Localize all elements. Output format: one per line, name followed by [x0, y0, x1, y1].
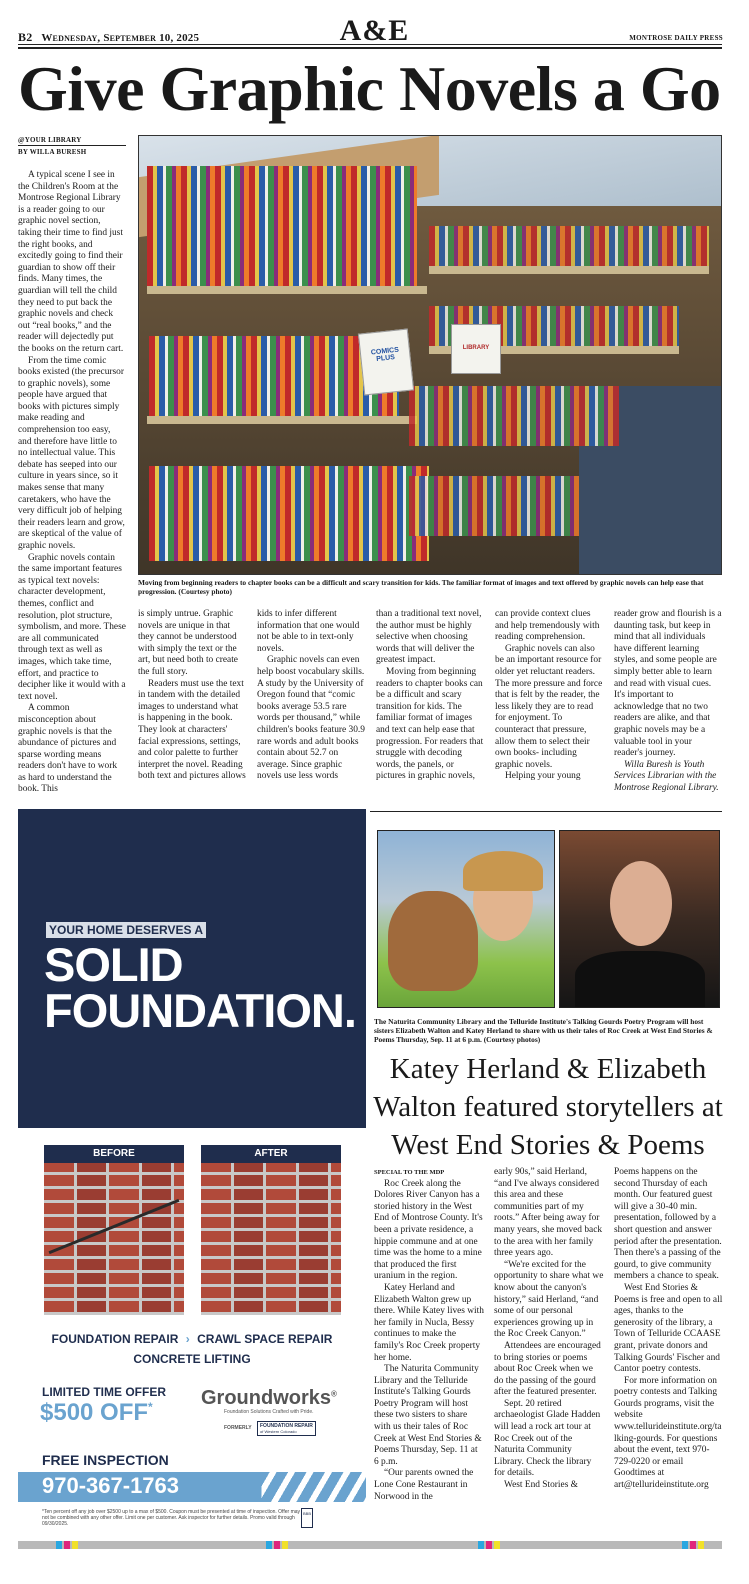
- story1-column-4: [376, 609, 484, 803]
- story2-headline: Katey Herland & Elizabeth Walton featured storytellers at West End Stories & Poems: [373, 1053, 723, 1161]
- story1-signoff: Willa Buresh is Youth Services Librarian with the Montrose Regional Library.: [614, 759, 719, 793]
- paragraph: Graphic novels can even help boost vocabulary skills. A study by the University of Oregon found that “comic books average 53.5 rare words per thousand,” while children's books feature 30.9 rare words and adult books contain about 52.7 on average. Since graphic novels use less words: [257, 655, 365, 782]
- print-registration-bar: [18, 1541, 722, 1549]
- magenta-swatch: [274, 1541, 280, 1549]
- yellow-swatch: [72, 1541, 78, 1549]
- story2-column-3: [614, 1167, 724, 1537]
- cyan-swatch: [478, 1541, 484, 1549]
- paragraph: Moving from beginning readers to chapter books can be a difficult and scary transition for kids. The familiar format of images and text can help ease that progression. For readers that struggle with decoding words, the panels, or pictures in graphic novels,: [376, 666, 484, 782]
- story1-column-2: [138, 609, 246, 803]
- story1-kicker: @YOUR LIBRARY: [18, 136, 82, 144]
- paragraph: The Naturita Community Library and the Telluride Institute's Talking Gourds Poetry Program will host these two sisters to share with us their tales of Roc Creek at West End Stories & Poems Thursday, Sep. 11 at 6 p.m.: [374, 1364, 482, 1467]
- paragraph: “We're excited for the opportunity to share what we know about the canyon's history,” said Herland, “and some of our personal experiences growing up in the Roc Creek Canyon.”: [494, 1259, 604, 1340]
- after-label: AFTER: [201, 1145, 341, 1163]
- library-sign: [451, 324, 501, 374]
- paragraph: kids to infer different information that one would not be able to in text-only novels.: [257, 609, 360, 654]
- before-photo: [44, 1145, 184, 1315]
- paragraph: Graphic novels contain the same important features as typical text novels: character development, themes, conflict and resolution, plot structure, symbolism, and more. These are all communicated through text as well as images, which take time, effort, and practice to decipher like it would with a text novel.: [18, 552, 126, 702]
- groundworks-logo-text: Groundworks: [201, 1387, 332, 1409]
- katey-herland-photo: [559, 830, 720, 1008]
- elizabeth-walton-photo: [377, 830, 555, 1008]
- paragraph: West End Stories &: [504, 1480, 578, 1491]
- magenta-swatch: [486, 1541, 492, 1549]
- kicker-rule: [18, 145, 126, 146]
- paragraph: Graphic novels can also be an important resource for older yet reluctant readers. The more pressure and force that is felt by the reader, the less likely they are to read for enjoyment. To counteract that pressure, allow them to select their own books- including graphic novels.: [495, 643, 603, 770]
- story2-column-2: [494, 1167, 604, 1537]
- story2-column-1: [374, 1167, 484, 1537]
- ad-tagline: YOUR HOME DESERVES A: [46, 922, 206, 938]
- former-brand-name: FOUNDATION REPAIR: [260, 1423, 313, 1429]
- former-brand-logo: [257, 1421, 316, 1436]
- library-sign-label: LIBRARY: [462, 345, 490, 351]
- paragraph: Sept. 20 retired archaeologist Glade Hadden will lead a rock art tour at Roc Creek out of the Naturita Community Library. Check the library for details.: [494, 1398, 601, 1479]
- paragraph: West End Stories & Poems is free and open to all ages, thanks to the generosity of the library, a Town of Telluride CCAASE grant, private donors and Talking Gourds' Fischer and Cantor poetry contests.: [614, 1282, 723, 1375]
- paragraph: reader grow and flourish is a daunting task, but keep in mind that all individuals have different learning styles, and some people are simply better able to learn and read with visual cues. It's important to acknowledge that no two readers are alike, and that graphic novels may be a valuable tool in your reader's journey.: [614, 609, 722, 759]
- story1-headline: Give Graphic Novels a Go: [18, 53, 721, 124]
- cracked-brick-image: [44, 1163, 184, 1315]
- cyan-swatch: [682, 1541, 688, 1549]
- paragraph: Roc Creek along the Dolores River Canyon has a storied history in the West End of Montrose County. It's been a private residence, a hippie commune and at one time was the home to a mine that produced the first uranium in the region.: [374, 1178, 483, 1282]
- paragraph: than a traditional text novel, the author must be highly selective when choosing words that will deliver the greatest impact.: [376, 609, 482, 666]
- story1-column-6: [614, 609, 722, 803]
- paper-name: MONTROSE DAILY PRESS: [629, 34, 723, 42]
- offer-label: LIMITED TIME OFFER: [42, 1385, 166, 1399]
- ad-banner: [18, 809, 366, 1128]
- free-inspection-label: FREE INSPECTION: [42, 1452, 169, 1468]
- header-rule-thick: [18, 47, 722, 49]
- section-rule: [370, 811, 722, 812]
- paragraph: is simply untrue. Graphic novels are unique in that they cannot be understood with simply the text or the art, but need both to create the full story.: [138, 609, 238, 677]
- groundworks-slogan: Foundation Solutions Crafted with Pride.: [224, 1409, 314, 1415]
- before-label: BEFORE: [44, 1145, 184, 1163]
- chevron-right-icon: ›: [185, 1332, 190, 1346]
- groundworks-logo: [201, 1387, 337, 1410]
- ad-phone-number[interactable]: 970-367-1763: [42, 1473, 180, 1498]
- paragraph: From the time comic books existed (the precursor to graphic novels), some people have argued that books with pictures simply make reading and comprehension too easy, and therefore have little to no intellectual value. This debate has seeped into our culture in years since, so it makes sense that many caretakers, who have the very difficult job of helping their readers learn and grow, are skeptical of the value of graphic novels.: [18, 355, 125, 551]
- groundworks-ad[interactable]: [18, 809, 366, 1551]
- hair-shape: [463, 851, 543, 891]
- paragraph: Readers must use the text in tandem with the detailed images to understand what is happening in the book. They look at characters' facial expressions, settings, and color palette to further interpret the novel. Reading both text and pictures allows: [138, 678, 246, 782]
- story1-column-1: [18, 170, 126, 802]
- face-shape: [610, 861, 672, 946]
- story1-column-3: [257, 609, 365, 803]
- yellow-swatch: [494, 1541, 500, 1549]
- header-rule: [18, 44, 722, 45]
- shirt-shape: [575, 951, 705, 1008]
- yellow-swatch: [282, 1541, 288, 1549]
- paragraph: can provide context clues and help tremendously with reading comprehension.: [495, 609, 600, 643]
- story2-byline: SPECIAL TO THE MDP: [374, 1169, 445, 1176]
- offer-amount: [40, 1399, 153, 1427]
- story1-photo-caption: Moving from beginning readers to chapter books can be a difficult and scary transition for kids. The familiar format of images and text offered by graphic novels can help ease that progression. (Courtesy photo): [138, 578, 704, 596]
- paragraph: early 90s,” said Herland, “and I've always considered this area and these communities part of my roots.” After being away for many years, she moved back to the area with her family three years ago.: [494, 1167, 603, 1259]
- dog-shape: [388, 891, 478, 991]
- magenta-swatch: [690, 1541, 696, 1549]
- ad-headline-line2: FOUNDATION.: [44, 984, 356, 1037]
- ad-headline: [44, 938, 356, 1037]
- after-photo: [201, 1145, 341, 1315]
- offer-asterisk: *: [148, 1400, 153, 1414]
- service-foundation-repair: FOUNDATION REPAIR: [51, 1332, 179, 1346]
- ad-fine-print: *Ten percent off any job over $2500 up to a max of $500. Coupon must be presented at time of inspection. Offer may not be combined with any other offer. Limit one per customer. Ask inspector for further details. Promo valid through 09/30/2025.: [42, 1509, 301, 1527]
- bbb-badge-icon: BBB: [301, 1508, 313, 1528]
- paragraph: Katey Herland and Elizabeth Walton grew up there. While Katey lives with her family in Nucla, Bessy continues to make the family's Roc Creek property her home.: [374, 1282, 484, 1363]
- paragraph: “Our parents owned the Lone Cone Restaurant in Norwood in the: [374, 1468, 474, 1502]
- paragraph: A common misconception about graphic novels is that the abundance of pictures and sparse wording means readers don't have to work as hard to understand the book. This: [18, 703, 118, 795]
- story1-column-5: [495, 609, 603, 803]
- service-concrete-lifting: CONCRETE LIFTING: [133, 1352, 251, 1366]
- paragraph: A typical scene I see in the Children's Room at the Montrose Regional Library is a reader going to our graphic novel section, taking their time to find just the right books, and excitedly going to find their guardian to show off their finds. Many times, the guardian will tell the child they need to put back the graphic novels and check out “real books,” and the reader will dejectedly put the books on the return cart.: [18, 170, 124, 354]
- repaired-brick-image: [201, 1163, 341, 1315]
- page-number: B2: [18, 30, 33, 44]
- yellow-swatch: [698, 1541, 704, 1549]
- ad-headline-line1: SOLID: [44, 938, 183, 991]
- section-title: A&E: [339, 14, 410, 47]
- former-brand-tag: of Western Colorado: [260, 1429, 297, 1434]
- paragraph: Attendees are encouraged to bring stories or poems about Roc Creek when we do the passing of the gourd after the featured presenter.: [494, 1340, 601, 1398]
- service-crawl-space-repair: CRAWL SPACE REPAIR: [197, 1332, 333, 1346]
- comics-plus-label: COMICS PLUS: [370, 346, 400, 363]
- story2-photo-caption: The Naturita Community Library and the Telluride Institute's Talking Gourds Poetry Program will host sisters Elizabeth Walton and Katey Herland to share with us their tales of Roc Creek at West End Stories & Poems Thursday, Sep. 11 at 6 p.m. (Courtesy photos): [374, 1017, 713, 1044]
- library-bookshelf-photo: [138, 135, 722, 575]
- paragraph: Poems happens on the second Thursday of each month. Our featured guest will give a 30-40 min. presentation, followed by a short question and answer period after the presentation. Then there's a passing of the gourd, to give community members a chance to speak.: [614, 1167, 722, 1282]
- paragraph: Helping your young: [505, 771, 581, 782]
- comics-plus-sign: [358, 329, 414, 396]
- magenta-swatch: [64, 1541, 70, 1549]
- ad-phone-bar[interactable]: [18, 1472, 366, 1502]
- cyan-swatch: [56, 1541, 62, 1549]
- ad-services-line1: [18, 1332, 366, 1346]
- paragraph: For more information on poetry contests and Talking Gourds programs, visit the website www.tellurideinstitute.org/talking-gourds. For questions about the event, text 970-729-0220 or email Goodtimes at art@tellurideinstitute.org: [614, 1375, 722, 1491]
- offer-amount-text: $500 OFF: [40, 1399, 149, 1426]
- story1-byline: BY WILLA BURESH: [18, 148, 87, 156]
- formerly-label: FORMERLY: [224, 1425, 252, 1431]
- cyan-swatch: [266, 1541, 272, 1549]
- registered-mark: ®: [331, 1389, 337, 1399]
- issue-date: Wednesday, September 10, 2025: [41, 32, 200, 44]
